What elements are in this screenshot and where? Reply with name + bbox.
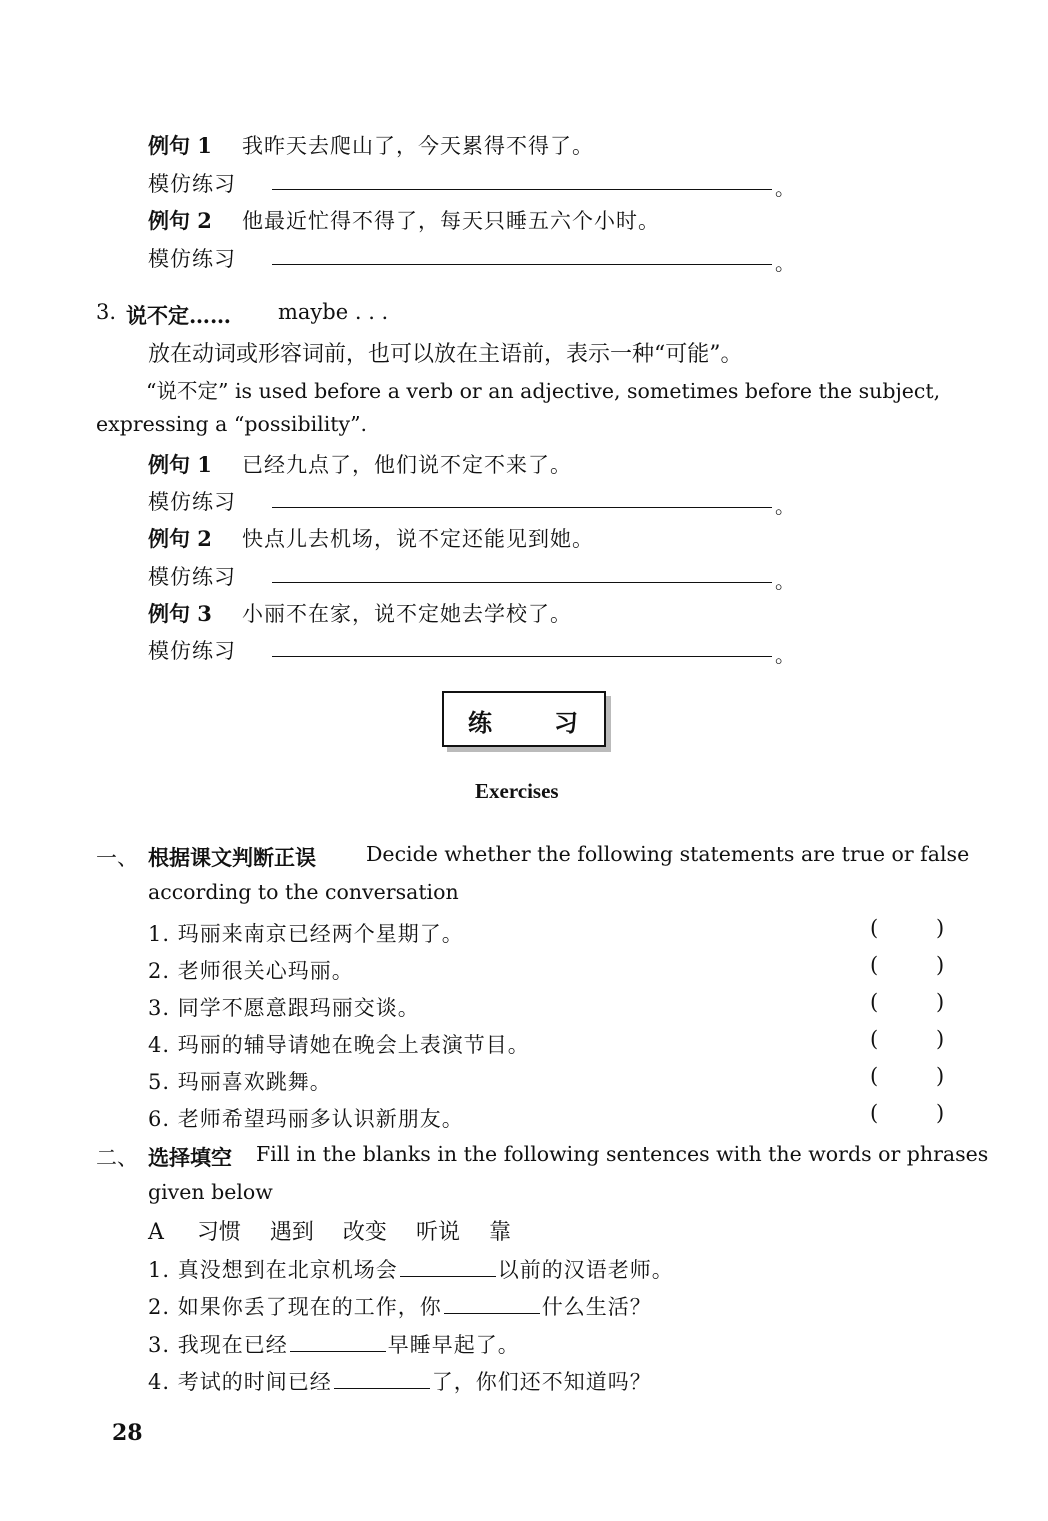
fill-question — [148, 1291, 652, 1321]
statement-item: 4. 玛丽的辅导请她在晚会上表演节目。 — [148, 1033, 530, 1057]
statement-item: 5. 玛丽喜欢跳舞。 — [148, 1070, 332, 1094]
answer-paren-open[interactable]: ( — [870, 1027, 879, 1051]
practice-label: 模仿练习 — [148, 172, 236, 196]
example-sentence-1: 我昨天去爬山了，今天累得不得了。 — [242, 134, 594, 158]
practice-label: 模仿练习 — [148, 490, 236, 514]
period-mark: 。 — [775, 569, 795, 593]
word-bank-item: 遇到 — [269, 1220, 314, 1245]
question-text: 2. 如果你丢了现在的工作，你 — [148, 1295, 442, 1319]
word-bank — [148, 1215, 533, 1246]
word-bank-item: 改变 — [342, 1220, 387, 1245]
page-number: 28 — [112, 1420, 143, 1446]
practice-blank[interactable] — [272, 507, 772, 508]
word-bank-item: 听说 — [415, 1220, 460, 1245]
question-text: 1. 真没想到在北京机场会 — [148, 1258, 398, 1282]
explanation-english-line1: “说不定” is used before a verb or an adjective, sometimes before the subject, — [146, 379, 941, 403]
answer-paren-open[interactable]: ( — [870, 916, 879, 940]
fill-question — [148, 1329, 520, 1359]
answer-paren-close[interactable]: ) — [936, 990, 945, 1014]
period-mark: 。 — [775, 176, 795, 200]
exercises-header-box — [442, 691, 606, 747]
example-sentence-2: 他最近忙得不得了，每天只睡五六个小时。 — [242, 209, 660, 233]
section-title-chinese: 根据课文判断正误 — [148, 845, 316, 870]
question-text: 3. 我现在已经 — [148, 1333, 288, 1357]
grammar-point-gloss: maybe . . . — [278, 300, 389, 324]
statement-item: 1. 玛丽来南京已经两个星期了。 — [148, 922, 464, 946]
answer-paren-open[interactable]: ( — [870, 990, 879, 1014]
exercises-header-char-2: 习 — [554, 708, 578, 737]
question-text: 什么生活？ — [541, 1295, 652, 1319]
section-title-chinese: 选择填空 — [148, 1145, 232, 1170]
practice-blank[interactable] — [272, 582, 772, 583]
period-mark: 。 — [775, 251, 795, 275]
period-mark: 。 — [775, 494, 795, 518]
example-sentence-2: 快点儿去机场，说不定还能见到她。 — [242, 527, 594, 551]
section-title-english-cont: according to the conversation — [148, 880, 459, 904]
practice-label: 模仿练习 — [148, 639, 236, 663]
section-number: 一、 — [96, 846, 138, 870]
section-title-english-cont: given below — [148, 1180, 273, 1204]
question-text: 早睡早起了。 — [387, 1333, 520, 1357]
example-sentence-3: 小丽不在家，说不定她去学校了。 — [242, 602, 572, 626]
explanation-english-line2: expressing a “possibility”. — [96, 412, 368, 436]
answer-paren-open[interactable]: ( — [870, 1064, 879, 1088]
exercises-title: Exercises — [475, 779, 559, 803]
example-label-2: 例句 2 — [148, 208, 212, 233]
section-title-english: Fill in the blanks in the following sentences with the words or phrases — [256, 1142, 989, 1166]
section-number: 二、 — [96, 1146, 138, 1170]
section-title-english: Decide whether the following statements are true or false — [366, 842, 970, 866]
example-label-1: 例句 1 — [148, 452, 212, 477]
answer-paren-close[interactable]: ) — [936, 1064, 945, 1088]
statement-item: 3. 同学不愿意跟玛丽交谈。 — [148, 996, 420, 1020]
answer-paren-close[interactable]: ) — [936, 953, 945, 977]
answer-paren-open[interactable]: ( — [870, 953, 879, 977]
practice-blank[interactable] — [272, 656, 772, 657]
answer-paren-close[interactable]: ) — [936, 1101, 945, 1125]
practice-label: 模仿练习 — [148, 565, 236, 589]
period-mark: 。 — [775, 643, 795, 667]
fill-question — [148, 1254, 674, 1284]
question-text: 以前的汉语老师。 — [497, 1258, 674, 1282]
statement-item: 2. 老师很关心玛丽。 — [148, 959, 354, 983]
fill-blank[interactable] — [334, 1370, 430, 1389]
answer-paren-close[interactable]: ) — [936, 1027, 945, 1051]
explanation-chinese: 放在动词或形容词前，也可以放在主语前，表示一种“可能”。 — [148, 342, 743, 367]
fill-blank[interactable] — [290, 1333, 386, 1352]
word-bank-item: 靠 — [488, 1220, 511, 1245]
fill-question — [148, 1366, 652, 1396]
example-sentence-1: 已经九点了，他们说不定不来了。 — [242, 453, 572, 477]
answer-paren-close[interactable]: ) — [936, 916, 945, 940]
example-label-3: 例句 3 — [148, 601, 212, 626]
word-bank-label: A — [148, 1220, 164, 1245]
grammar-point-title: 说不定…… — [126, 303, 231, 328]
word-bank-item: 习惯 — [196, 1220, 241, 1245]
practice-label: 模仿练习 — [148, 247, 236, 271]
example-label-2: 例句 2 — [148, 526, 212, 551]
example-label-1: 例句 1 — [148, 133, 212, 158]
question-text: 了，你们还不知道吗？ — [431, 1370, 652, 1394]
practice-blank[interactable] — [272, 264, 772, 265]
fill-blank[interactable] — [400, 1258, 496, 1277]
practice-blank[interactable] — [272, 189, 772, 190]
fill-blank[interactable] — [444, 1295, 540, 1314]
answer-paren-open[interactable]: ( — [870, 1101, 879, 1125]
statement-item: 6. 老师希望玛丽多认识新朋友。 — [148, 1107, 464, 1131]
question-text: 4. 考试的时间已经 — [148, 1370, 332, 1394]
exercises-header-char-1: 练 — [468, 708, 492, 737]
item-number: 3. — [96, 300, 117, 324]
